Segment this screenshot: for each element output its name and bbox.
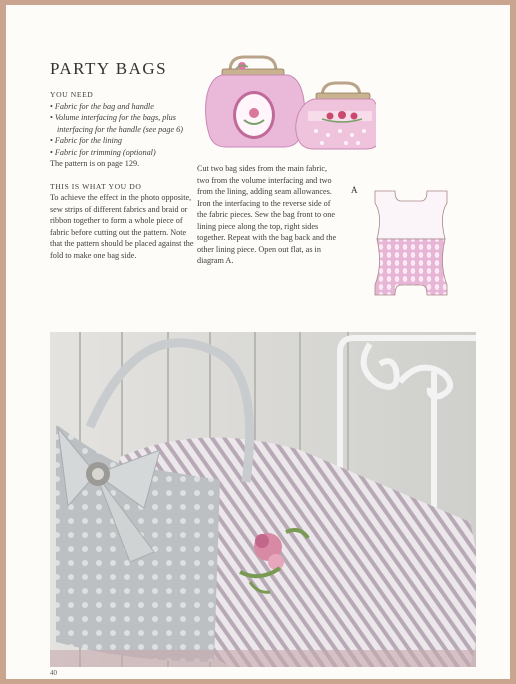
party-bags-illustration (196, 53, 376, 155)
pattern-note: The pattern is on page 129. (50, 159, 140, 168)
list-item: • Fabric for the lining (50, 135, 200, 147)
instructions-heading: THIS IS WHAT YOU DO (50, 181, 142, 191)
list-item: • Volume interfacing for the bags, plus interfacing for the handle (see page 6) (50, 112, 200, 135)
diagram-label: A (351, 185, 358, 195)
instructions-paragraph-1: To achieve the effect in the photo opposite, sew strips of different fabrics and braid or ribbon together to form a whole piece of fabric before cutting out the pattern. Note that the pattern should be placed against the fold to make one bag side. (50, 193, 194, 260)
page-title: PARTY BAGS (50, 59, 168, 78)
instructions-paragraph-2: Cut two bag sides from the main fabric, two from the volume interfacing and two from the lining, adding seam allowances. Iron the interfacing to the reverse side of the fabric pieces. Sew the bag front to one lining piece along the top, right sides together. Repeat with the bag back and the other lining piece. Open out flat, as in diagram A. (197, 164, 337, 265)
list-item: • Fabric for trimming (optional) (50, 147, 200, 159)
list-item: • Fabric for the bag and handle (50, 101, 200, 113)
you-need-heading: YOU NEED (50, 90, 94, 99)
text-column-right (197, 163, 337, 267)
materials-list (50, 101, 200, 159)
text-column-left (50, 89, 200, 261)
page (6, 5, 510, 679)
product-photo (50, 332, 476, 667)
diagram-a-illustration (361, 187, 461, 299)
page-number: 40 (50, 669, 57, 677)
